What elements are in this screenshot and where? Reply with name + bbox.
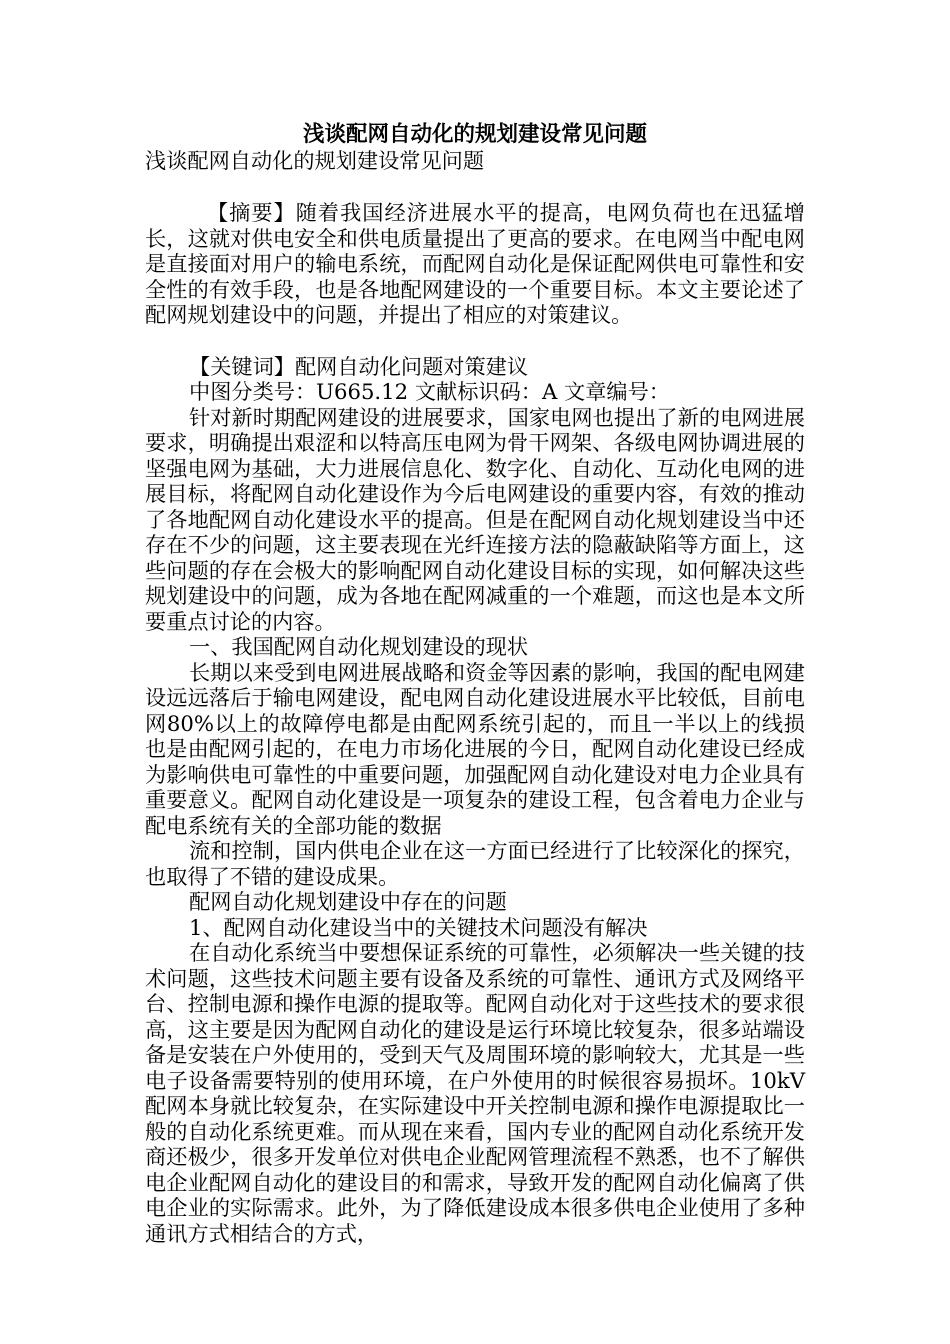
- document-subtitle: 浅谈配网自动化的规划建设常见问题: [145, 148, 485, 173]
- subsection-heading-2-1: 1、配网自动化建设当中的关键技术问题没有解决: [189, 914, 648, 940]
- blank-line: [145, 328, 805, 354]
- intro-paragraph: 针对新时期配网建设的进展要求，国家电网也提出了新的电网进展要求，明确提出艰涩和以特高压电网为骨干网架、各级电网协调进展的坚强电网为基础，大力进展信息化、数字化、自动化、互动化电网的进展目标，将配网自动化建设作为今后电网建设的重要内容，有效的推动了各地配网自动化建设水平的提高。但是在配网自动化规划建设当中还存在不少的问题，这主要表现在光纤连接方法的隐蔽缺陷等方面上，这些问题的存在会极大的影响配网自动化建设目标的实现，如何解决这些规划建设中的问题，成为各地在配网减重的一个难题，而这也是本文所要重点讨论的内容。: [145, 404, 805, 634]
- tech-paragraph: 在自动化系统当中要想保证系统的可靠性，必须解决一些关键的技术问题，这些技术问题主要有设备及系统的可靠性、通讯方式及网络平台、控制电源和操作电源的提取等。配网自动化对于这些技术的要求很高，这主要是因为配网自动化的建设是运行环境比较复杂，很多站端设备是安装在户外使用的，受到天气及周围环境的影响较大，尤其是一些电子设备需要特别的使用环境，在户外使用的时候很容易损坏。10kV配网本身就比较复杂，在实际建设中开关控制电源和操作电源提取比一般的自动化系统更难。而从现在来看，国内专业的配网自动化系统开发商还极少，很多开发单位对供电企业配网管理流程不熟悉，也不了解供电企业配网自动化的建设目的和需求，导致开发的配网自动化偏离了供电企业的实际需求。此外，为了降低建设成本很多供电企业使用了多种通讯方式相结合的方式，: [145, 940, 805, 1246]
- abstract-paragraph: 【摘要】随着我国经济进展水平的提高，电网负荷也在迅猛增长，这就对供电安全和供电质量提出了更高的要求。在电网当中配电网是直接面对用户的输电系统，而配网自动化是保证配网供电可靠性和安全性的有效手段，也是各地配网建设的一个重要目标。本文主要论述了配网规划建设中的问题，并提出了相应的对策建议。: [145, 200, 805, 327]
- status-paragraph-a: 长期以来受到电网进展战略和资金等因素的影响，我国的配电网建设远远落后于输电网建设，配电网自动化建设进展水平比较低，目前电网80%以上的故障停电都是由配网系统引起的，而且一半以上的线损也是由配网引起的，在电力市场化进展的今日，配网自动化建设已经成为影响供电可靠性的中重要问题，加强配网自动化建设对电力企业具有重要意义。配网自动化建设是一项复杂的建设工程，包含着电力企业与配电系统有关的全部功能的数据: [145, 659, 805, 838]
- keywords-line: 【关键词】配网自动化问题对策建议: [189, 353, 529, 379]
- blank-line: [145, 174, 805, 200]
- classification-line: 中图分类号：U665.12 文献标识码：A 文章编号：: [189, 379, 670, 404]
- document-title: 浅谈配网自动化的规划建设常见问题: [302, 122, 647, 147]
- section-heading-1: 一、我国配网自动化规划建设的现状: [189, 634, 529, 659]
- status-paragraph-b: 流和控制，国内供电企业在这一方面已经进行了比较深化的探究，也取得了不错的建设成果。: [145, 838, 805, 889]
- document-page: [145, 122, 805, 1246]
- section-heading-2: 配网自动化规划建设中存在的问题: [189, 889, 507, 914]
